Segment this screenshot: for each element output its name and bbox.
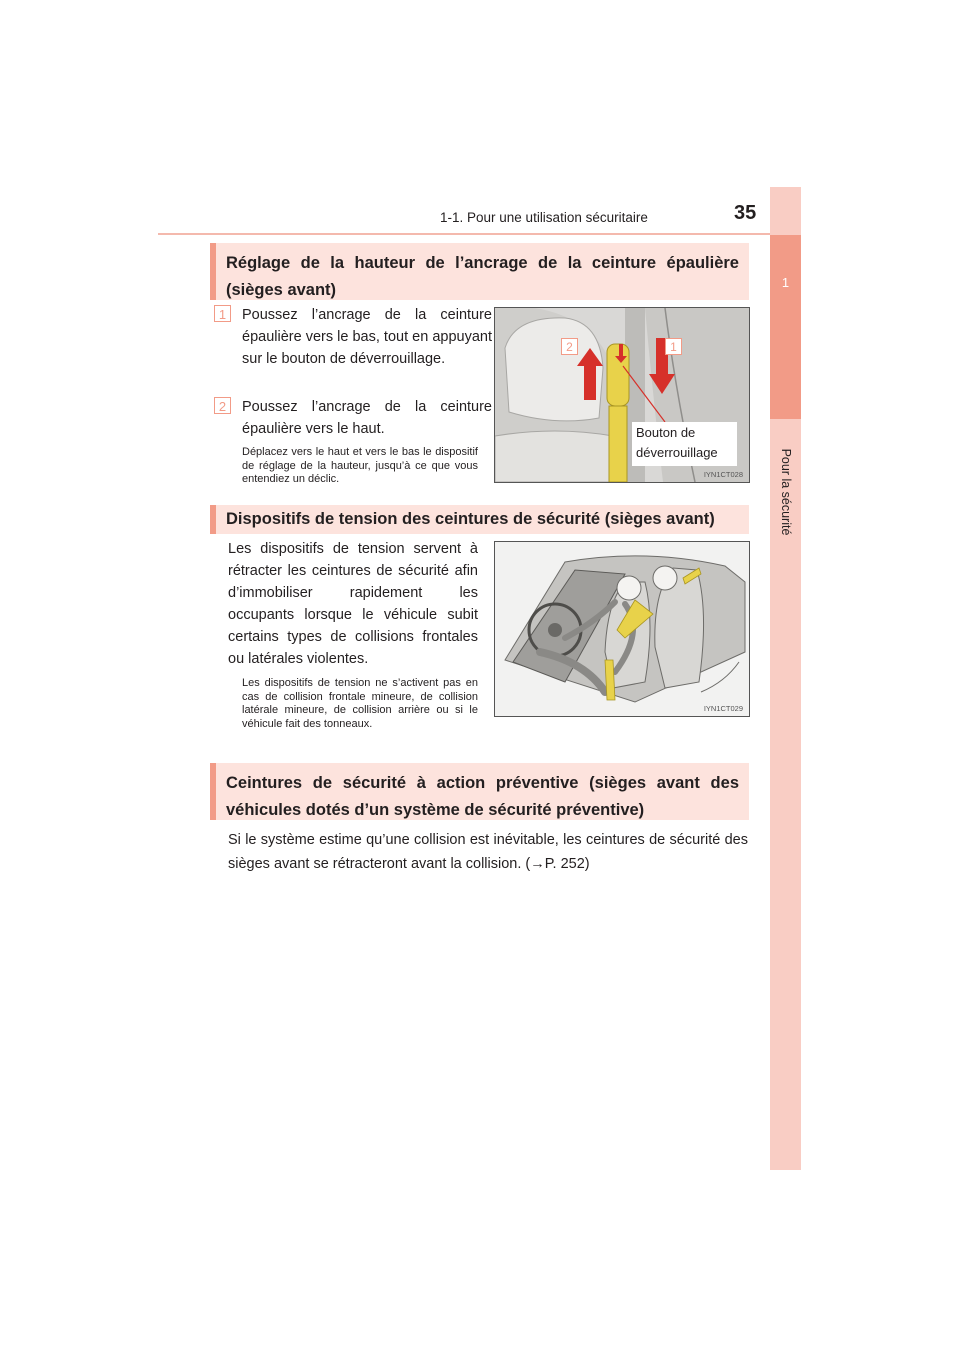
figure-id: IYN1CT029 xyxy=(703,704,743,713)
step-number-badge: 2 xyxy=(214,397,231,414)
pretensioner-illustration xyxy=(495,542,749,716)
callout-release-button: Bouton de déverrouillage xyxy=(632,422,737,466)
note-height-adjust: Déplacez vers le haut et vers le bas le dispositif de réglage de la hauteur, jusqu’à ce que vous entendiez un déclic. xyxy=(242,446,478,485)
page-number: 35 xyxy=(734,202,757,224)
figure-badge-1: 1 xyxy=(665,338,682,355)
note-pretensioner: Les dispositifs de tension ne s’activent pas en cas de collision frontale mineure, de collision latérale mineure, de collision arrière ou si le véhicule fait des tonneaux. xyxy=(242,677,478,730)
step-text: Poussez l’ancrage de la ceinture épaulière vers le haut. xyxy=(242,399,492,437)
figure-pretensioner xyxy=(494,541,750,717)
pretensioner-body: Les dispositifs de tension servent à rétracter les ceintures de sécurité afin d’immobiliser rapidement les occupants lorsque le véhicule subit certains types de collisions frontales ou latérales violentes. xyxy=(228,541,478,667)
figure-badge-2: 2 xyxy=(561,338,578,355)
figure-id: IYN1CT028 xyxy=(703,470,743,479)
chapter-label: Pour la sécurité xyxy=(779,448,793,536)
pre-crash-body: Si le système estime qu’une collision est inévitable, les ceintures de sécurité des sièges avant se rétracteront avant la collision. (→P. 252) xyxy=(228,832,748,872)
chapter-number: 1 xyxy=(781,275,790,290)
section-heading-shoulder-anchor: Réglage de la hauteur de l’ancrage de la ceinture épaulière (sièges avant) xyxy=(210,243,749,300)
section-heading-pretensioners: Dispositifs de tension des ceintures de sécurité (sièges avant) xyxy=(210,505,749,534)
step-text: Poussez l’ancrage de la ceinture épaulière vers le bas, tout en appuyant sur le bouton de déverrouillage. xyxy=(242,307,492,367)
section-title: 1-1. Pour une utilisation sécuritaire xyxy=(440,210,648,225)
figure-shoulder-anchor xyxy=(494,307,750,483)
step-number-badge: 1 xyxy=(214,305,231,322)
section-heading-pre-crash-belts: Ceintures de sécurité à action préventive (sièges avant des véhicules dotés d’un système de sécurité préventive) xyxy=(210,763,749,820)
header-rule xyxy=(158,233,800,235)
chapter-tab[interactable] xyxy=(770,235,801,419)
